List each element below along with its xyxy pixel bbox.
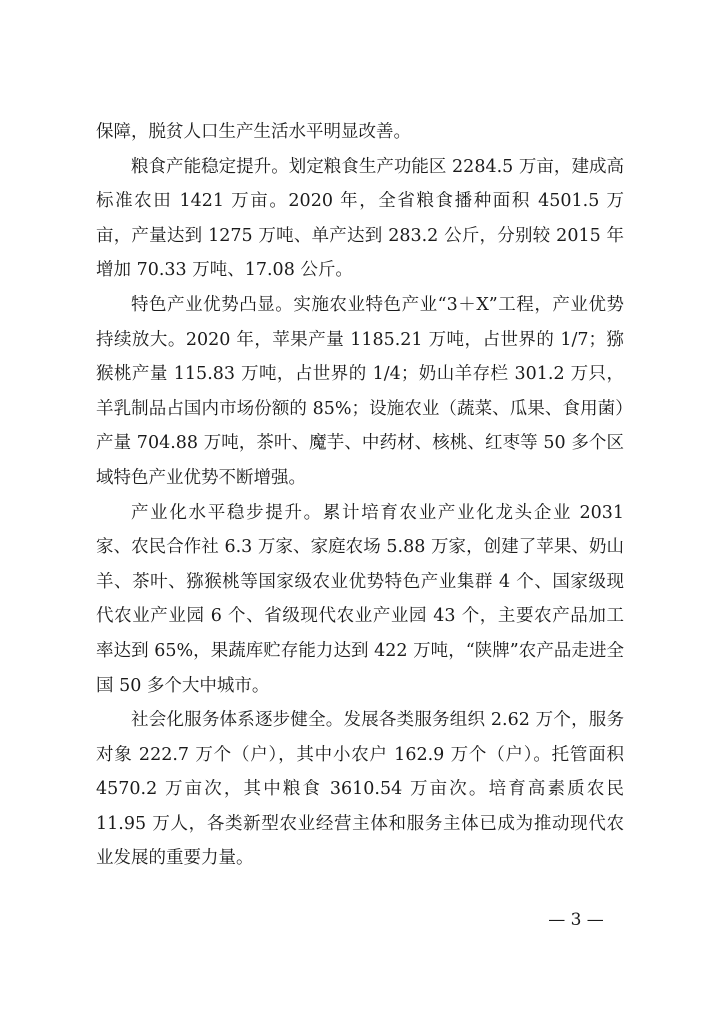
paragraph-industrialization: 产业化水平稳步提升。累计培育农业产业化龙头企业 2031 家、农民合作社 6.3 万家、家庭农场 5.88 万家，创建了苹果、奶山羊、茶叶、猕猴桃等国家级农业优势特色产业集群 4 个、国家级现代农业产业园 6 个、省级现代农业产业园 43 个，主要农产品加工率达到 65%，果蔬库贮存能力达到 422 万吨，“陕牌”农产品走进全国 50 多个大中城市。 bbox=[96, 502, 624, 696]
body-text bbox=[96, 115, 624, 876]
paragraph-continued: 保障，脱贫人口生产生活水平明显改善。 bbox=[96, 122, 411, 142]
paragraph-specialty-industry: 特色产业优势凸显。实施农业特色产业“3＋X”工程，产业优势持续放大。2020 年，苹果产量 1185.21 万吨，占世界的 1/7；猕猴桃产量 115.83 万吨，占世界的 1/4；奶山羊存栏 301.2 万只，羊乳制品占国内市场份额的 85%；设施农业（蔬菜、瓜果、食用菌）产量 704.88 万吨，茶叶、魔芋、中药材、核桃、红枣等 50 多个区域特色产业优势不断增强。 bbox=[96, 294, 624, 488]
page-number: — 3 — bbox=[548, 910, 604, 930]
paragraph-grain-capacity: 粮食产能稳定提升。划定粮食生产功能区 2284.5 万亩，建成高标准农田 1421 万亩。2020 年，全省粮食播种面积 4501.5 万亩，产量达到 1275 万吨、单产达到 283.2 公斤，分别较 2015 年增加 70.33 万吨、17.08 公斤。 bbox=[96, 156, 624, 281]
paragraph-social-services: 社会化服务体系逐步健全。发展各类服务组织 2.62 万个，服务对象 222.7 万个（户），其中小农户 162.9 万个（户）。托管面积 4570.2 万亩次，其中粮食 3610.54 万亩次。培育高素质农民 11.95 万人，各类新型农业经营主体和服务主体已成为推动现代农业发展的重要力量。 bbox=[96, 710, 624, 869]
